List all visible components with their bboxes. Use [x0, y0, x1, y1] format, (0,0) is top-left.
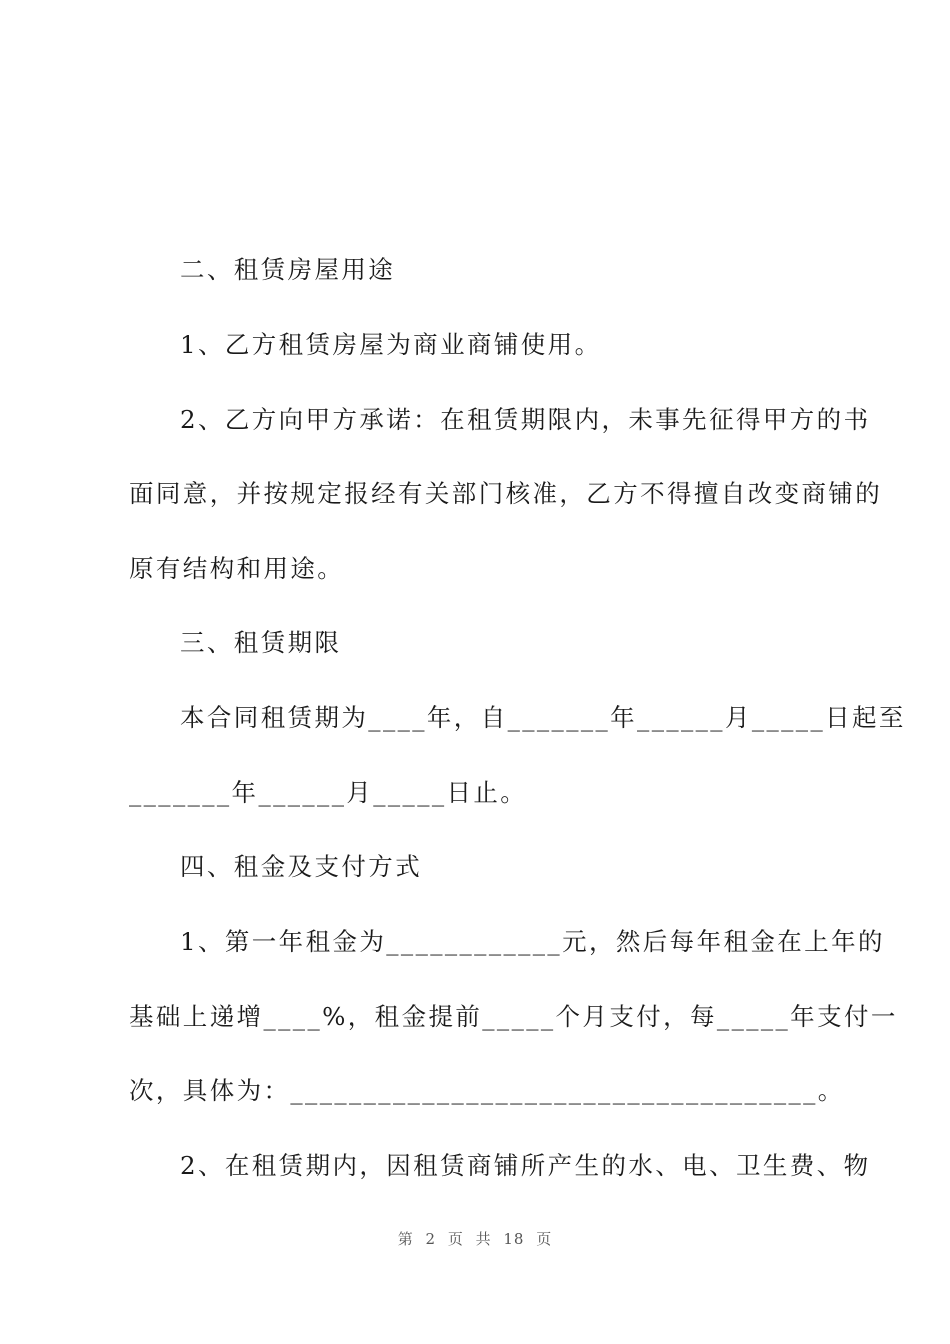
- paragraph-line: _______年______月_____日止。: [129, 778, 528, 807]
- paragraph-line: 面同意，并按规定报经有关部门核准，乙方不得擅自改变商铺的: [129, 479, 883, 508]
- section-heading-rental-period: 三、租赁期限: [180, 628, 342, 657]
- paragraph-line: 基础上递增____%，租金提前_____个月支付，每_____年支付一: [129, 1002, 898, 1031]
- section-heading-rental-use: 二、租赁房屋用途: [180, 255, 396, 284]
- paragraph-line: 1、乙方租赁房屋为商业商铺使用。: [180, 330, 602, 359]
- paragraph-line: 2、在租赁期内，因租赁商铺所产生的水、电、卫生费、物: [180, 1151, 871, 1180]
- paragraph-line: 原有结构和用途。: [129, 554, 345, 583]
- page-number-footer: 第 2 页 共 18 页: [397, 1230, 553, 1248]
- paragraph-line: 本合同租赁期为____年，自_______年______月_____日起至: [180, 703, 906, 732]
- paragraph-line: 1、第一年租金为____________元，然后每年租金在上年的: [180, 927, 885, 956]
- paragraph-line: 2、乙方向甲方承诺：在租赁期限内，未事先征得甲方的书: [180, 405, 871, 434]
- section-heading-rent-payment: 四、租金及支付方式: [180, 852, 423, 881]
- paragraph-line: 次，具体为：____________________________________。: [129, 1076, 845, 1105]
